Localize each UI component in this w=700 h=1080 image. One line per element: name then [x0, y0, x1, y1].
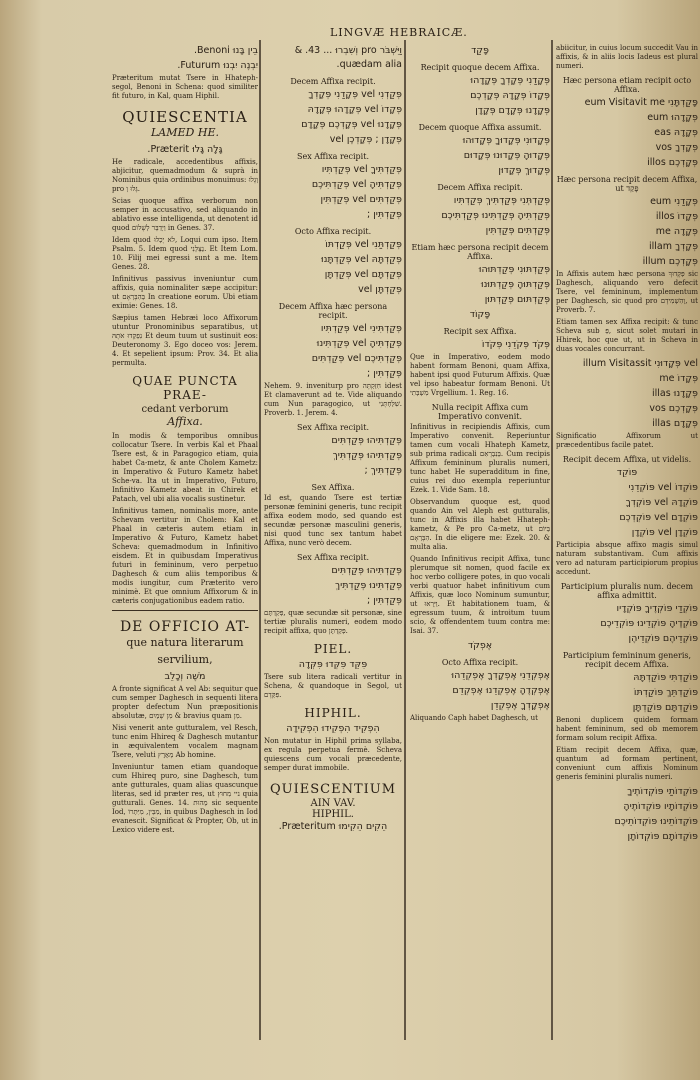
paradigm-row: פְּקָדוֹ vel פְּקָדָהוּ פְּקָדָהּ [307, 104, 402, 115]
paradigm-row: פְּקַדְתִּיהוּ פְּקַדְתִּיךְ [332, 450, 402, 461]
paragraph: Participia absque affixo magis simul naturam substantivam. Cum affixis vero ad naturam participiorum propius accedunt. [556, 541, 698, 576]
futurum-line: יִבְנֶה יִבְנוּ Futurum. [177, 60, 258, 71]
paragraph: A fronte significat A vel Ab: sequitur que cum semper Daghesch in sequenti litera propter defectum Nun præpositionis absolutæ, מִן שָׁמַיִם & bravius quam מִן. [112, 685, 258, 720]
section-subtitle: cedant verborum [141, 404, 229, 415]
column-rule [404, 40, 406, 1040]
subheading: Sex Affixa recipit. [296, 423, 369, 432]
paradigm-row: פְּקַדְתְּנִי פְּקַדְתִּיךְ פְּקַדְתִּיו [453, 195, 550, 206]
column-1 [112, 44, 258, 838]
paradigm-row: פְּקַדְתַּנִי vel פְּקַדְתּוֹ [325, 239, 402, 250]
subheading: Participium pluralis num. decem affixa admittit. [560, 582, 694, 600]
paradigm-row: פְּקַדְתִּיהָ vel פְּקַדְתִּיכֶם [311, 179, 402, 190]
paragraph: Quando Infinitivus recipit Affixa, tunc plerumque sit nomen, quod facile ex hoc verbo colligere potes, in quo vocali verbi quatuor habet infinitivum cum Affixis, quæ loco Nominum sumuntur, ut וַיִּרְאוּ. Et habitationem tuam, & egressum tuum, & introitum tuum scio, & offendentem tuum contra me: Isai. 37. [410, 555, 550, 635]
paragraph: Aliquando Caph habet Daghesch, ut [410, 714, 538, 722]
headword: אֶפְקֹד [467, 640, 493, 651]
paradigm-row: פְּקָדָהּ eas [654, 127, 698, 138]
paradigm-row: פּוֹקְדָהּ vel פּוֹקְדְךָ [625, 497, 698, 508]
paradigm-row: פּוֹקַדְתִּי פּוֹקַדְתָּהּ [633, 672, 698, 683]
paradigm-row: פּוֹקְדוֹתֵינוּ פּוֹקְדוֹתֵיכֶם [614, 816, 698, 827]
section-title: QUIESCENTIUM [269, 782, 397, 797]
paradigm-row: פּוֹקְדָם vel פּוֹקְדְכֶם [619, 512, 698, 523]
paragraph: Sæpius tamen Hebræi loco Affixorum utuntur Pronominibus separatibus, ut נִפְקְדוּ אֹתָהּ Et deum tuum ut sustinuit eos: Deuteronomy 3. Ego doceo vos: Jerem. 4. Et sepelient ipsum: Prov. 34. Et alia permulta. [112, 314, 258, 367]
paradigm-row: פְּקָדְכֶם illos [647, 157, 698, 168]
paragraph: Idem quod לֹא יָכְלוּ, Loqui cum ipso. Item Psalm. 5. Idem quod נַצֵּלֵנִי. Et Item Lom. 10. Filij mei egressi sunt a me. Item Genes. 28. [112, 236, 258, 271]
hebrew-line: הִפְקִיד הִפְקִידוּ הִפְקִידָה [286, 723, 380, 734]
paradigm-row: פּוֹקַדְתָּם פּוֹקַדְתָּן [632, 702, 698, 713]
section-subtitle: Affixa. [167, 415, 203, 428]
section-subtitle: servilium, [157, 653, 213, 666]
intro-text: Præteritum mutat Tsere in Hhateph-segol, Benoni in Schena: quod similiter fit futuro, in Kal, quam Hiphil. [112, 74, 258, 100]
paragraph: In modis & temporibus omnibus collocatur Tsere. In verbis Kal et Phaal Tsere est, & in Paragogico etiam, quia habet Ca-metz, & ante Cholem Kametz: in Imperativo & Futuro Kametz habet Sche-va. Ita ut in Imperativo, Futuro, Infinitivo Kametz abeat in Chirek et Patach, vel ubi alia vocalis sustinetur. [112, 432, 258, 503]
subheading: Decem Affixa recipit. [437, 183, 523, 192]
paradigm-row: פְּקַדְתִּים פְּקַדְתִּין [485, 225, 550, 236]
subheading: Sex Affixa. [311, 483, 355, 492]
paradigm-row: פְּקֹד פְּקֹדֵנִי פְּקֹדוֹ [481, 339, 550, 350]
paradigm-row: פְּקַדְתִּיהָ vel פְּקַדְתִּינוּ [316, 338, 402, 349]
paradigm-row: פְּקַדְתִּין ; [366, 595, 402, 606]
paragraph: abiicitur, in cuius locum succedit Vau in affixis, & in aliis locis Iadeus est plural numeri. [556, 44, 698, 70]
paradigm-row: פְּקָדְךָ vos [655, 142, 698, 153]
subheading: Hæc persona recipit decem Affixa, ut פָּקַד [556, 175, 698, 193]
paragraph: Que in Imperativo, eodem modo habent formam Benoni, quam Affixa, habent ipsi quod Futurum Affixis. Quæ vel ipso habeatur formam Benoni. Ut מִשְׁבְּתִי Vrgellium. 1. Reg. 16. [410, 353, 550, 397]
benoni-line: בֵין בָּנוּ Benoni. [193, 45, 258, 56]
subheading: Recipit sex Affixa. [443, 327, 517, 336]
running-head: LINGVÆ HEBRAICÆ. [330, 26, 468, 39]
subheading: Sex Affixa recipit. [296, 553, 369, 562]
section-subtitle: que natura literarum [126, 636, 244, 649]
subheading: Nulla recipit Affixa cum Imperativo convenit. [431, 403, 529, 421]
paradigm-row: פְּקַדְתּוּהָ פְּקַדְתּוּנוּ [480, 279, 550, 290]
headword: פָּקַד [471, 45, 489, 56]
paradigm-row: פְּקָדָנוּ פְּקָדָם פְּקָדָן [475, 105, 550, 116]
subheading: Sex Affixa recipit. [296, 152, 369, 161]
column-2 [264, 44, 402, 835]
section-title: PIEL. [313, 642, 353, 656]
paradigm-row: פְּקָדְכֶם illum [642, 256, 698, 267]
paradigm-row: פְּקַדְתָּהּ vel פְּקַדְתָּנוּ [321, 254, 402, 265]
paragraph: Infinitivus in recipiendis Affixis, cum Imperativo convenit. Reperiuntur tamen cum vocali Hhateph Kametz, sub prima radicali בְּנִבְרָאִם. Cum recipis Affixum femininum pluralis numeri, tunc habet He superadditum in fine, cuius rei duo exempla reperiuntur Ezek. 1. Vide Sam. 18. [410, 423, 550, 494]
paradigm-row: פְּקַדְתִּיכֶם vel פְּקַדְתִּים [311, 353, 402, 364]
paradigm-row: פְּקָדָנוּ vel פְּקָדְכֶם פְּקָדָם [301, 119, 402, 130]
section-title: QUIESCENTIA [122, 108, 248, 126]
paradigm-row: פּוֹקְדוֹתַי פּוֹקְדוֹתֶיךָ [627, 786, 698, 797]
section-title: DE OFFICIO AT- [119, 619, 251, 635]
paradigm-row: פְּקָדָם illas [652, 418, 698, 429]
paradigm-row: פְּקַדְתִּים vel פְּקַדְתִּין [320, 194, 402, 205]
paradigm-row: פְּקַדְתִּין ; [366, 209, 402, 220]
paradigm-row: פְּקָדוֹ פְּקָדָהּ פְּקָדְכֶם [470, 90, 550, 101]
paradigm-row: פְּקַדְתּוּנִי פְּקַדְתּוּהוּ [478, 264, 550, 275]
paradigm-row: פְּקַדְתּוּם פְּקַדְתּוּן [484, 294, 550, 305]
paradigm-row: פְּקַדְנִי vel פְּקָדַנִי פְּקָדְךָ [308, 89, 402, 100]
paradigm-row: פְּקָדְכֶם vos [649, 403, 698, 414]
paradigm-row: פּוֹקְדֶיהָ פּוֹקְדֵינוּ פּוֹקְדֵיכֶם [600, 618, 698, 629]
subheading: Hæc persona etiam recipit octo Affixa. [562, 76, 692, 94]
subheading: Decem quoque Affixa assumit. [418, 123, 542, 132]
paradigm-row: פּוֹקְדוֹתָם פּוֹקְדוֹתָן [627, 831, 698, 842]
section-title: HIPHIL. [304, 706, 362, 720]
paragraph: Infinitivus passivus inveniuntur cum affixis, quia nominaliter sæpe accipitur: ut בְּהִבָּרְאָם In creatione eorum. Ubi etiam eximie: Genes. 18. [112, 275, 258, 310]
paradigm-row: פָּקַדְתָּנִי eum Visitavit me [584, 97, 698, 108]
divider [112, 610, 258, 611]
paradigm-row: פְּקָדוֹ illos [655, 211, 698, 222]
paragraph: Etiam recipit decem Affixa, quæ, quantum ad formam pertinent, conveniunt cum affixis Nominum generis feminini pluralis numeri. [556, 746, 698, 781]
hebrew-line: מֹשֶׁה וְכָלֵב [164, 671, 206, 682]
paradigm-row: פְּקָדָן ; פְּקָדְכֶן vel [329, 134, 402, 145]
paradigm-row: פְּקַדְתָּן vel [358, 284, 402, 295]
paragraph: Observandum quoque est, quod quando Ain vel Aleph est gutturalis, tunc in Affixis illa habet Hhateph-kametz, & Pe pro Ca-metz, ut בְּיוֹם הִבָּרְאָם. In die eligere me: Ezek. 20. & multa alia. [410, 498, 550, 551]
paradigm-row: פּוֹקְדוֹתָיו פּוֹקְדוֹתֶיהָ [623, 801, 698, 812]
section-subtitle: AIN VAV. [310, 798, 356, 809]
section-title: QUAE PUNCTA PRAE- [132, 374, 238, 402]
paradigm-row: אֶפְקְדֶהָ אֶפְקְדֵנוּ אֶפְקְדֵם [452, 685, 550, 696]
paradigm-row: פְּקַדְתִּיהוּ פְּקַדְתִּים [331, 435, 402, 446]
subheading: Octo Affixa recipit. [441, 658, 519, 667]
headword: פּוֹקֵד [616, 467, 638, 478]
paragraph: Scias quoque affixa verborum non semper in accusativo, sed aliquando in ablativo esse intelligenda, ut denotent id quod וַיְדַבֵּר לְשָׁלוֹם in Genes. 37. [112, 197, 258, 232]
paradigm-row: פְּקָדוּנִי פְּקָדוּךָ פְּקָדוּהוּ [462, 135, 550, 146]
paradigm-row: פְּקַדְתִּין ; [366, 368, 402, 379]
paradigm-row: פּוֹקְדָן vel פּוֹקְדָן [631, 527, 698, 538]
paragraph: Etiam tamen sex Affixa recipit: & tunc Scheva sub פְּ, sicut solet mutari in Hhirek, hoc que ut, ut in Scheva in duas vocales concurrant. [556, 318, 698, 353]
paradigm-row: פְּקַדְתִּינוּ פְּקַדְתִּיךְ [335, 580, 402, 591]
paradigm-row: אֶפְקְדֵנִי אֶפְקָדְךָ אֶפְקְדֵהוּ [451, 670, 550, 681]
paradigm-row: פְּקָדַנִי eum [650, 196, 698, 207]
subheading: Etiam hæc persona recipit decem Affixa. [411, 243, 549, 261]
paradigm-row: פְּקָדָה me [655, 226, 698, 237]
hebrew-line: וַיִּשְׁבֹּר pro וְשִׁבְרוּ ... 43. & quædam alia. [294, 45, 402, 70]
paradigm-row: פְּקַדְתִּינִי vel פְּקַדְתִּיו [320, 323, 402, 334]
paragraph: Inveniuntur tamen etiam quandoque cum Hhireq puro, sine Daghesch, tum ante gutturales, quam alias quascunque literas, sed id præter res, ut ניי מִחוּץ quia gutturali. Genes. 14. מֵהוּת sic sequente Iod, מִבֵּין, מִיִּתְרוֹ, in quibus Daghesch in Iod evanescit. Significat & Propter, Ob, ut in Lexico videre est. [112, 763, 258, 834]
paragraph: Nisi venerit ante gutturalem, vel Resch, tunc enim Hhireq & Daghesch mutantur in æquivalentem vocalem magnam Tsere, veluti מֵאֶרֶץ Ab homine. [112, 724, 258, 759]
paradigm-row: פּוֹקַדְתֵּךְ פּוֹקַדְתּוֹ [633, 687, 698, 698]
paragraph: Non mutatur in Hiphil prima syllaba, ex regula perpetua fermè. Scheva quiescens cum vocali præcedente, semper durat immobile. [264, 737, 402, 772]
paragraph: Tsere sub litera radicali vertitur in Schena, & quandoque in Segol, ut פִּקְּדָם. [264, 673, 402, 699]
subheading: Decem Affixa recipit. [290, 77, 376, 86]
column-rule [551, 40, 553, 1040]
hebrew-line: הֵקִים הֵקִימוּ Præteritum. [278, 821, 388, 832]
preterit-line: גָּלָה גָּלוּ Præterit. [147, 144, 223, 155]
paradigm-row: פְּקָדוּךְ פְּקָדוּן [498, 165, 550, 176]
paradigm-row: פְּקַדְתִּיךָ vel פְּקַדְתִּיו [321, 164, 402, 175]
subheading: Octo Affixa recipit. [294, 227, 372, 236]
subheading: Participium femininum generis, recipit decem Affixa. [562, 651, 692, 669]
subheading: Recipit quoque decem Affixa. [420, 63, 540, 72]
paradigm-row: אֶפְקָדְךָ אֶפְקְדֵן [490, 700, 550, 711]
paragraph: Id est, quando Tsere est tertiæ personæ feminini generis, tunc recipit affixa eodem modo, sed quando est secundæ personæ masculini generis, nisi quod tunc sex tantum habet Affixa, nunc verò decem. [264, 494, 402, 547]
column-4 [556, 44, 698, 845]
paradigm-row: פּוֹקְדַי פּוֹקְדֶיךָ פּוֹקְדָיו [616, 603, 698, 614]
section-subtitle: LAMED HE. [151, 126, 219, 139]
paragraph: Nehem. 9. inveniturp pro חִזַּקְתָּה idest Et clamaverunt ad te. Vide aliquando cum Nun paragogico, ut שִׁלַּחְתָּנִי. Proverb. 1. Jerem. 4. [264, 382, 402, 417]
section-subtitle: HIPHIL. [312, 809, 354, 820]
headword: פָּקוֹד [469, 309, 491, 320]
paragraph: פְּקַדְתֶּם, quæ secundæ sit personæ, sine tertiæ pluralis numeri, eodem modo recipit affixa, quo פְּקַדְתֶּן. [264, 609, 402, 635]
paragraph: Infinitivus tamen, nominalis more, ante Schevam vertitur in Cholem: Kal et Phaal in cæteris autem etiam in Imperativo & Futuro, Kametz habet Scheva: quemadmodum in Infinitivo eisdem. Et in quibusdam Imperativus futuri in femininum, vero perpetuo Daghesch & cum aliis temporibus & modis iungitur, cum Præterito vero minimè. Et que omnium Affixorum & in cæteris conjugationibus eadem ratio. [112, 507, 258, 605]
paradigm-row: פְּקַדְתִּיהָ פְּקַדְתִּינוּ פְּקַדְתִּיכֶם [441, 210, 550, 221]
column-3 [410, 44, 550, 726]
paradigm-row: פּוֹקְדוֹ vel פּוֹקְדֵנִי [628, 482, 698, 493]
paradigm-row: פְּקָדָהוּ eum [647, 112, 698, 123]
paradigm-row: פְּקָדְךָ illam [649, 241, 698, 252]
paradigm-row: פְּקָדוּהָ פְּקָדוּנוּ פְּקָדוּם [463, 150, 550, 161]
subheading: Decem Affixa hæc persona recipit. [278, 302, 388, 320]
paradigm-row: פְּקַדְתִּיהוּ פְּקַדְתִּים [331, 565, 402, 576]
paragraph: He radicale, accedentibus affixis, abjicitur, quemadmodum & suprà in Nominibus quia ordinibus monuimus: וְגָלוּ pro גָּלוּ וְ. [112, 158, 258, 193]
column-rule [259, 40, 261, 1040]
paradigm-row: vel פְּקָדוּנִי illum Visitassit [582, 358, 698, 369]
paradigm-row: פּוֹקְדֵיהֶם פּוֹקְדֵיהֶן [628, 633, 698, 644]
subheading: Recipit decem Affixa, ut videlis. [562, 455, 692, 464]
hebrew-line: פִּקֵּד פִּקְּדוּ פִּקְּדָה [298, 659, 368, 670]
paragraph: Benoni duplicem quidem formam habent femininum, sed ob memorem formam solum recipit Affixa. [556, 716, 698, 742]
paradigm-row: פְּקָדָנוּ illas [652, 388, 698, 399]
paragraph: Significatio Affixorum ut præcedentibus facile patet. [556, 432, 698, 449]
paradigm-row: פְּקַדְתִּיךְ ; [364, 465, 402, 476]
paragraph: In Affixis autem hæc persona פְּקָדוּךָ sic Daghesch, aliquando vero defecit Tsere, vel femininum, implementum per Daghesch, sic quod pro וְהִשְׁמִידָם, ut Proverb. 7. [556, 270, 698, 314]
paradigm-row: פְּקָדַנִי פְּקָדְךָ פְּקָדָהוּ [470, 75, 550, 86]
paradigm-row: פְּקַדְתָּם vel פְּקַדְתָּן [324, 269, 402, 280]
paradigm-row: פְּקָדוֹ me [659, 373, 698, 384]
